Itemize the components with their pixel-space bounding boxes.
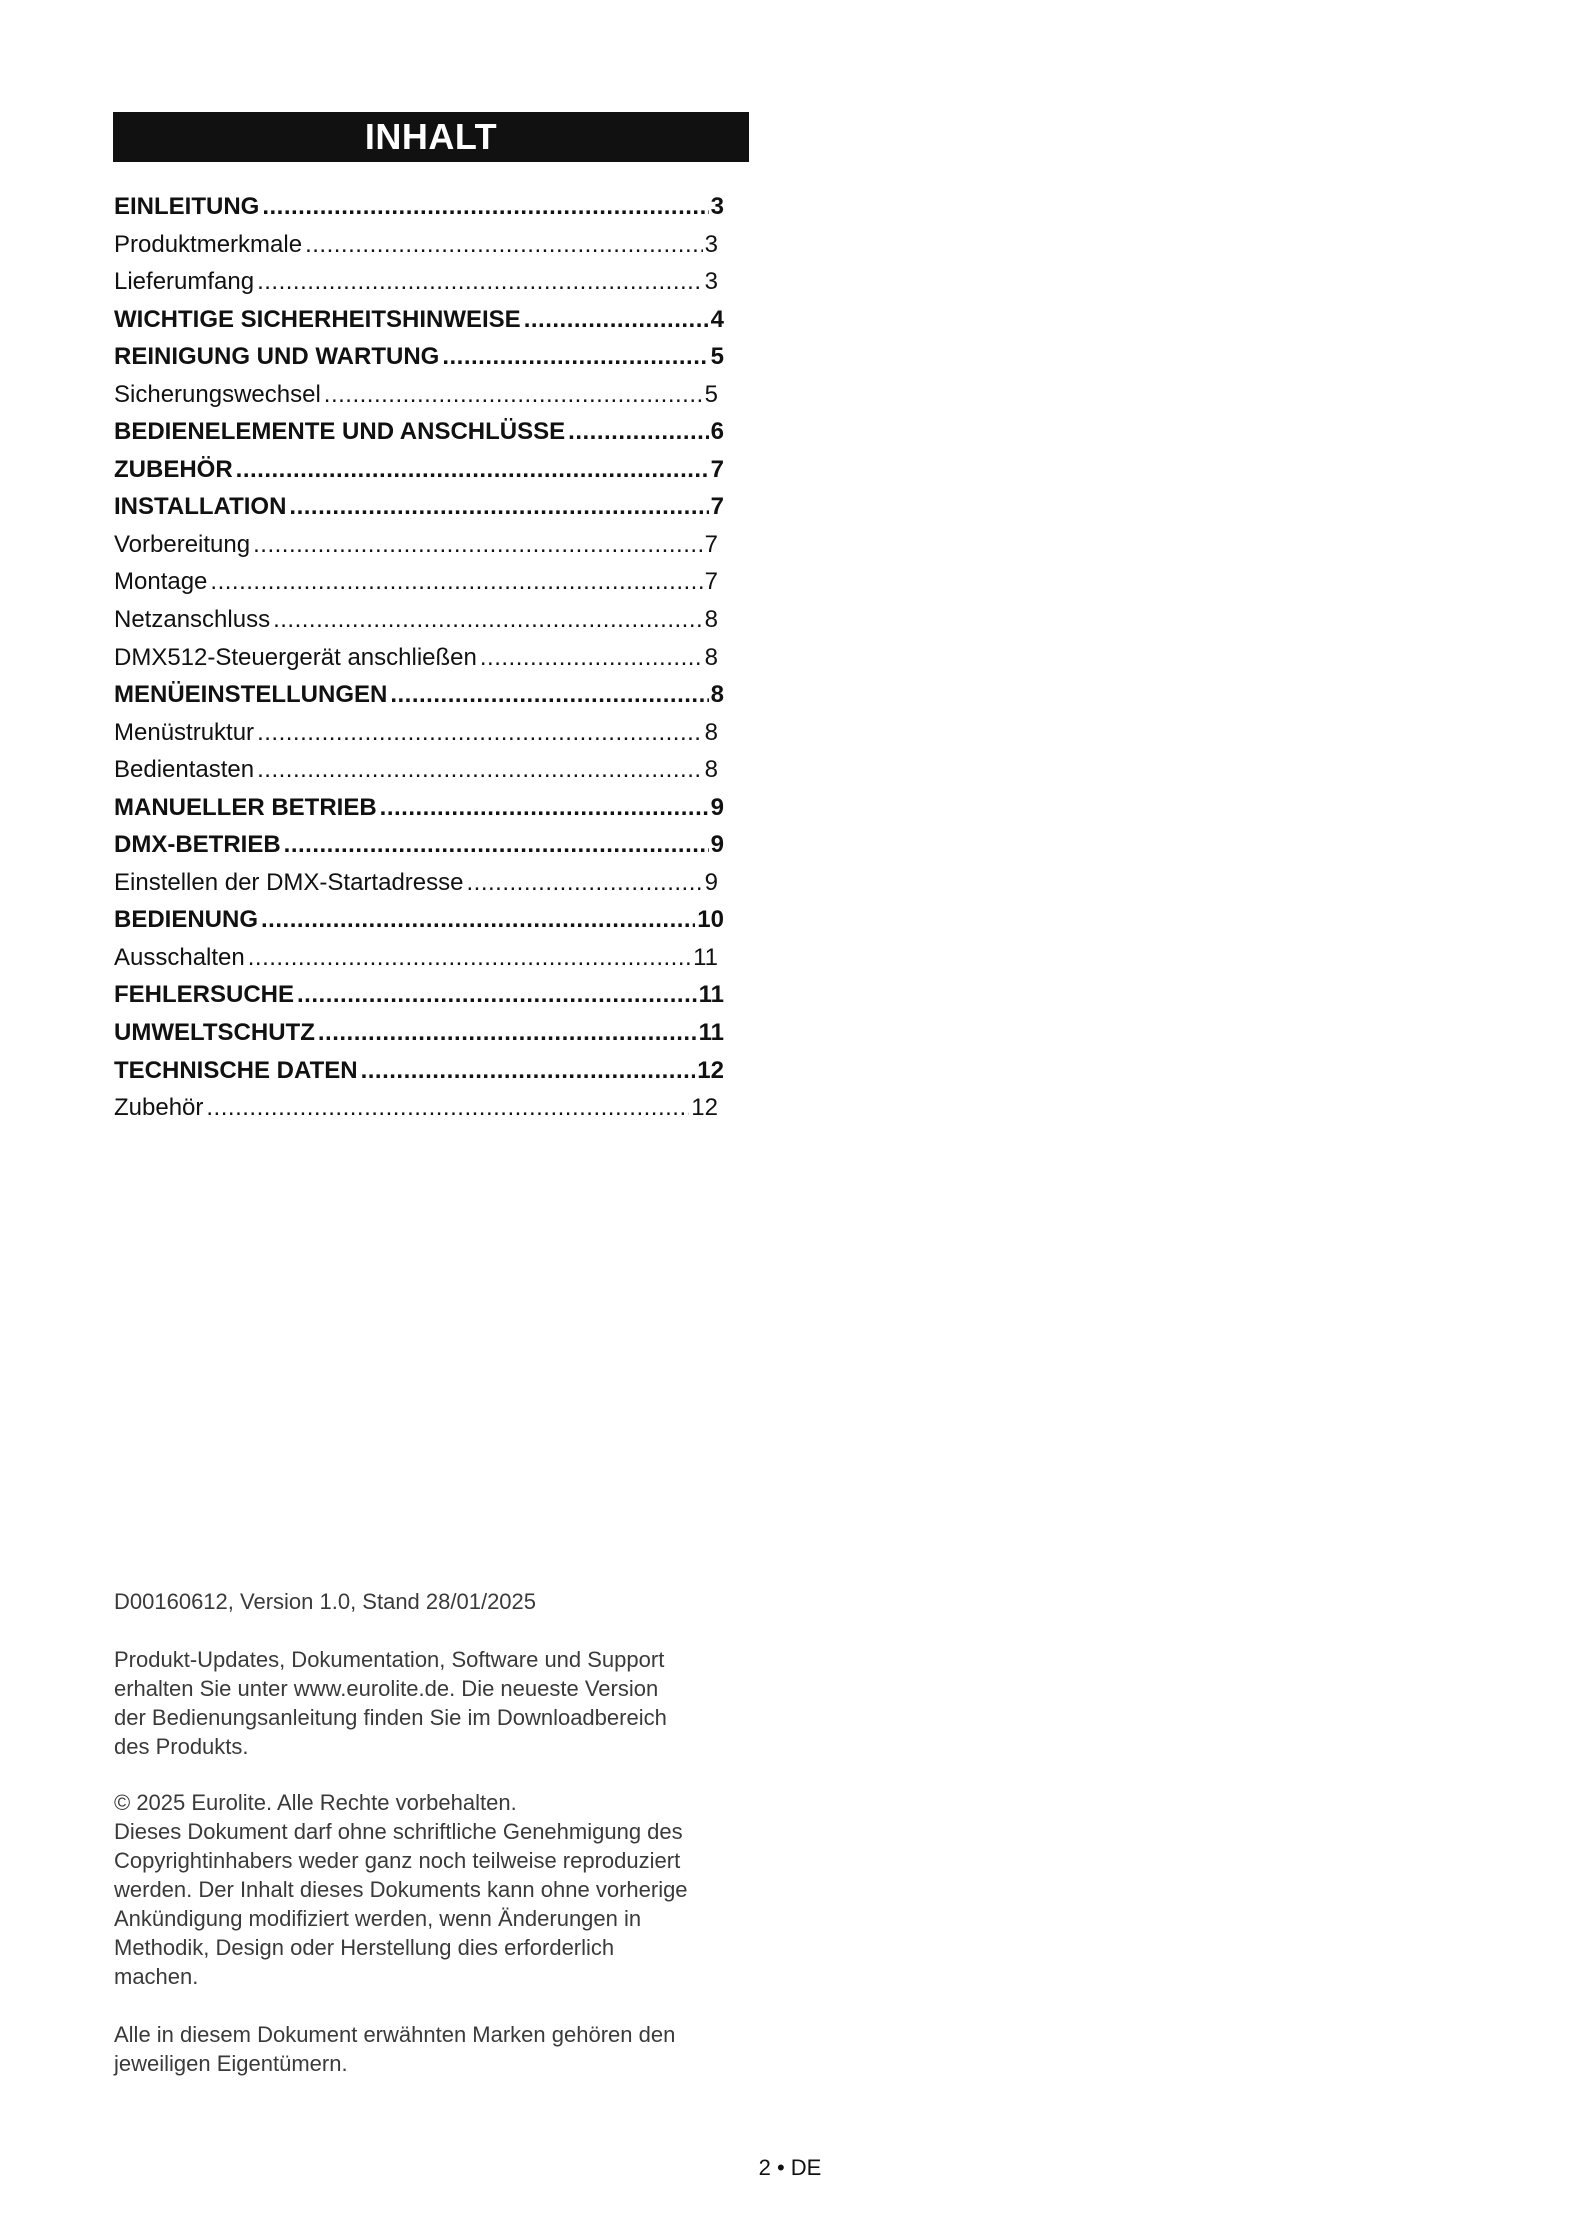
toc-leader-dots <box>466 864 702 902</box>
toc-entry <box>114 451 724 489</box>
toc-leader-dots <box>568 413 708 451</box>
toc-leader-dots <box>257 751 703 789</box>
toc-entry-title: Zubehör <box>114 1094 204 1122</box>
toc-entry-page: 3 <box>710 193 724 220</box>
toc-leader-dots <box>248 939 691 977</box>
toc-header: INHALT <box>113 112 749 162</box>
toc-leader-dots <box>480 639 703 677</box>
toc-entry <box>114 188 724 226</box>
toc-entry-title: Menüstruktur <box>114 718 255 746</box>
toc-entry-page: 12 <box>691 1094 718 1122</box>
toc-entry <box>114 751 718 789</box>
toc-entry-page: 11 <box>698 981 724 1009</box>
toc-leader-dots <box>253 526 703 564</box>
toc-entry <box>114 413 724 451</box>
toc-leader-dots <box>390 676 708 714</box>
toc-entry-page: 7 <box>710 455 724 483</box>
trademark-line: Alle in diesem Dokument erwähnten Marken gehören den <box>114 2022 676 2047</box>
toc-leader-dots <box>257 714 703 752</box>
toc-entry <box>114 338 724 376</box>
updates-notice <box>114 1645 754 1761</box>
toc-entry-page: 8 <box>710 681 724 709</box>
toc-entry-page: 8 <box>704 643 718 671</box>
toc-leader-dots <box>297 976 697 1014</box>
toc-entry-title: EINLEITUNG <box>114 193 260 220</box>
toc-entry-page: 7 <box>710 493 724 521</box>
toc-leader-dots <box>284 826 709 864</box>
toc-entry <box>114 376 718 414</box>
toc-entry-page: 3 <box>704 230 718 258</box>
toc-leader-dots <box>289 488 708 526</box>
toc-entry-title: REINIGUNG UND WARTUNG <box>114 343 440 371</box>
toc-entry-title: UMWELTSCHUTZ <box>114 1019 315 1047</box>
toc-entry-title: Montage <box>114 568 208 596</box>
toc-entry <box>114 939 718 977</box>
toc-entry-title: BEDIENUNG <box>114 906 259 934</box>
toc-entry-page: 9 <box>710 793 724 821</box>
toc-entry-page: 8 <box>704 606 718 634</box>
toc-entry <box>114 601 718 639</box>
toc-entry <box>114 789 724 827</box>
toc-entry <box>114 526 718 564</box>
toc-entry-title: FEHLERSUCHE <box>114 981 295 1009</box>
toc-entry-page: 10 <box>697 906 724 934</box>
table-of-contents <box>114 188 724 1127</box>
toc-entry-page: 8 <box>704 756 718 784</box>
toc-entry-title: INSTALLATION <box>114 493 287 521</box>
toc-entry <box>114 301 724 339</box>
toc-entry-page: 5 <box>710 343 724 371</box>
copyright-line: Dieses Dokument darf ohne schriftliche Genehmigung des <box>114 1819 683 1844</box>
toc-entry-title: Vorbereitung <box>114 530 251 558</box>
toc-entry-title: Ausschalten <box>114 943 245 971</box>
toc-entry-title: WICHTIGE SICHERHEITSHINWEISE <box>114 305 521 333</box>
toc-entry <box>114 1014 724 1052</box>
document-version <box>114 1587 754 1616</box>
toc-entry <box>114 639 718 677</box>
copyright-line: Copyrightinhabers weder ganz noch teilweise reproduziert <box>114 1848 681 1873</box>
toc-leader-dots <box>324 376 703 414</box>
toc-entry-page: 9 <box>704 868 718 896</box>
toc-leader-dots <box>273 601 703 639</box>
version-line: D00160612, Version 1.0, Stand 28/01/2025 <box>114 1589 537 1614</box>
updates-line: der Bedienungsanleitung finden Sie im Downloadbereich <box>114 1705 667 1730</box>
trademark-line: jeweiligen Eigentümern. <box>114 2051 348 2076</box>
toc-leader-dots <box>361 1052 696 1090</box>
toc-entry-page: 11 <box>698 1019 724 1047</box>
toc-leader-dots <box>380 789 709 827</box>
toc-entry-title: TECHNISCHE DATEN <box>114 1056 358 1084</box>
toc-entry <box>114 976 724 1014</box>
toc-leader-dots <box>210 563 702 601</box>
toc-entry-title: Sicherungswechsel <box>114 380 321 408</box>
toc-entry <box>114 676 724 714</box>
toc-entry-title: DMX-BETRIEB <box>114 831 281 859</box>
copyright-line: Ankündigung modifiziert werden, wenn Änderungen in <box>114 1906 642 1931</box>
toc-entry-page: 5 <box>704 380 718 408</box>
toc-entry <box>114 864 718 902</box>
toc-entry <box>114 563 718 601</box>
toc-entry-title: ZUBEHÖR <box>114 455 233 483</box>
toc-entry-page: 7 <box>704 568 718 596</box>
toc-entry-page: 8 <box>704 718 718 746</box>
toc-entry-title: Bedientasten <box>114 756 255 784</box>
toc-entry <box>114 826 724 864</box>
toc-entry-title: DMX512-Steuergerät anschließen <box>114 643 477 671</box>
toc-entry-title: MENÜEINSTELLUNGEN <box>114 681 388 709</box>
toc-entry-page: 12 <box>697 1056 724 1084</box>
toc-entry-page: 11 <box>693 943 718 971</box>
updates-line: des Produkts. <box>114 1734 249 1759</box>
toc-entry <box>114 226 718 264</box>
toc-leader-dots <box>236 451 709 489</box>
copyright-line: Methodik, Design oder Herstellung dies erforderlich <box>114 1935 615 1960</box>
copyright-line: werden. Der Inhalt dieses Dokuments kann ohne vorherige <box>114 1877 688 1902</box>
toc-leader-dots <box>524 301 709 339</box>
updates-line: Produkt-Updates, Dokumentation, Software und Support <box>114 1647 665 1672</box>
toc-entry <box>114 714 718 752</box>
toc-entry-title: BEDIENELEMENTE UND ANSCHLÜSSE <box>114 418 566 446</box>
toc-leader-dots <box>318 1014 697 1052</box>
toc-leader-dots <box>261 901 695 939</box>
toc-leader-dots <box>442 338 708 376</box>
toc-entry-title: Lieferumfang <box>114 268 255 296</box>
toc-entry-page: 6 <box>710 418 724 446</box>
copyright-line: machen. <box>114 1964 199 1989</box>
toc-entry-title: Einstellen der DMX-Startadresse <box>114 868 464 896</box>
copyright-line: © 2025 Eurolite. Alle Rechte vorbehalten. <box>114 1790 517 1815</box>
toc-entry-title: Produktmerkmale <box>114 230 303 258</box>
trademark-notice <box>114 2020 754 2078</box>
toc-entry <box>114 901 724 939</box>
toc-entry-page: 4 <box>710 305 724 333</box>
copyright-notice <box>114 1788 754 1991</box>
toc-entry <box>114 488 724 526</box>
toc-leader-dots <box>206 1089 689 1127</box>
updates-line: erhalten Sie unter www.eurolite.de. Die neueste Version <box>114 1676 659 1701</box>
toc-entry <box>114 1089 718 1127</box>
toc-entry-page: 9 <box>710 831 724 859</box>
toc-leader-dots <box>262 188 708 226</box>
toc-entry-page: 3 <box>704 268 718 296</box>
toc-leader-dots <box>257 263 703 301</box>
toc-entry-title: MANUELLER BETRIEB <box>114 793 377 821</box>
page-number: 2 • DE <box>758 2155 822 2180</box>
toc-entry <box>114 263 718 301</box>
toc-entry <box>114 1052 724 1090</box>
toc-entry-page: 7 <box>704 530 718 558</box>
toc-entry-title: Netzanschluss <box>114 606 271 634</box>
toc-leader-dots <box>305 226 703 264</box>
